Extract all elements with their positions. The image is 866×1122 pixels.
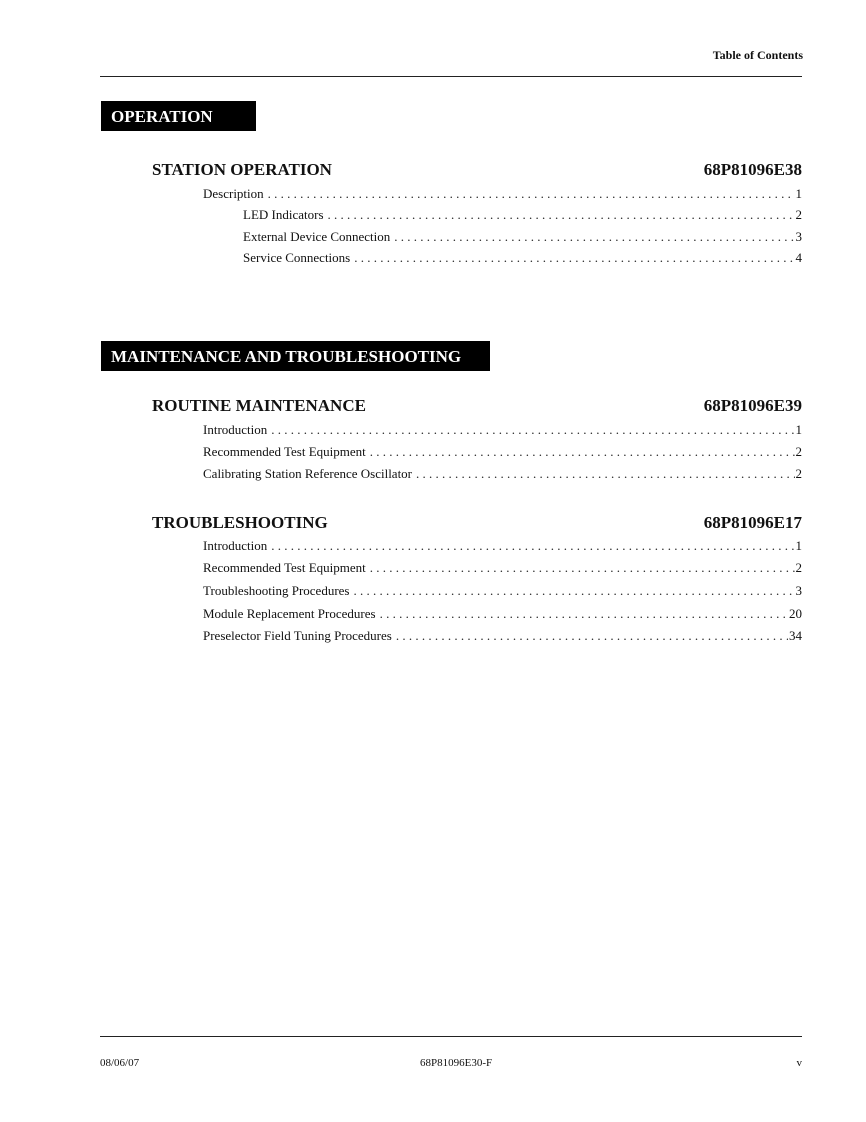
toc-entry-label: Description	[203, 186, 264, 201]
section-title: STATION OPERATION	[152, 160, 332, 179]
toc-entry-label: Service Connections	[243, 250, 351, 265]
toc-leader-dots	[394, 229, 794, 245]
section-title-station-operation	[152, 160, 802, 180]
toc-entry-page: 4	[795, 250, 802, 265]
footer-doc-number: 68P81096E30-F	[420, 1057, 493, 1069]
toc-entry-label: Recommended Test Equipment	[203, 560, 366, 575]
toc-entry-page: 3	[795, 229, 802, 244]
toc-leader-dots	[370, 444, 795, 460]
section-title: ROUTINE MAINTENANCE	[152, 396, 366, 415]
toc-entry-page: 20	[789, 606, 802, 621]
toc-entry-page: 1	[795, 538, 802, 553]
toc-entry-page: 2	[795, 560, 802, 575]
toc-entry-troubleshooting-procedures[interactable]	[203, 583, 802, 599]
toc-entry-calibrating-station-reference-oscillator[interactable]	[203, 466, 802, 482]
toc-entry-label: LED Indicators	[243, 207, 324, 222]
section-doc-number: 68P81096E17	[703, 513, 802, 532]
toc-leader-dots	[416, 466, 794, 482]
toc-entry-label: Module Replacement Procedures	[203, 606, 376, 621]
header-rule	[100, 76, 802, 77]
toc-leader-dots	[354, 583, 795, 599]
toc-entry-page: 2	[795, 207, 802, 222]
toc-entry-page: 3	[795, 583, 802, 598]
section-doc-number: 68P81096E38	[703, 160, 802, 179]
part-banner-maintenance-troubleshooting: MAINTENANCE AND TROUBLESHOOTING	[101, 341, 490, 371]
toc-entry-label: Introduction	[203, 538, 268, 553]
toc-entry-page: 34	[789, 628, 802, 643]
footer-page-number: v	[796, 1057, 802, 1069]
toc-leader-dots	[271, 422, 794, 438]
section-title-routine-maintenance	[152, 396, 802, 416]
toc-entry-label: Calibrating Station Reference Oscillator	[203, 466, 413, 481]
toc-entry-external-device-connection[interactable]	[243, 229, 802, 245]
toc-leader-dots	[370, 560, 795, 576]
page-header-title: Table of Contents	[712, 48, 803, 62]
part-banner-operation: OPERATION	[101, 101, 256, 131]
toc-entry-page: 2	[795, 466, 802, 481]
toc-entry-label: Preselector Field Tuning Procedures	[203, 628, 392, 643]
toc-leader-dots	[271, 538, 794, 554]
toc-entry-introduction[interactable]	[203, 422, 802, 438]
footer-rule	[100, 1036, 802, 1037]
toc-entry-label: External Device Connection	[243, 229, 391, 244]
toc-entry-description[interactable]	[203, 186, 802, 202]
toc-entry-recommended-test-equipment[interactable]	[203, 560, 802, 576]
section-doc-number: 68P81096E39	[703, 396, 802, 415]
toc-entry-page: 2	[795, 444, 802, 459]
toc-entry-page: 1	[795, 422, 802, 437]
footer-date: 08/06/07	[100, 1057, 140, 1069]
toc-entry-preselector-field-tuning-procedures[interactable]	[203, 628, 802, 644]
toc-entry-label: Recommended Test Equipment	[203, 444, 366, 459]
toc-leader-dots	[328, 207, 795, 223]
toc-entry-introduction[interactable]	[203, 538, 802, 554]
section-title-troubleshooting	[152, 513, 802, 533]
toc-leader-dots	[396, 628, 788, 644]
toc-leader-dots	[354, 250, 794, 266]
toc-entry-module-replacement-procedures[interactable]	[203, 606, 802, 622]
toc-entry-recommended-test-equipment[interactable]	[203, 444, 802, 460]
toc-leader-dots	[268, 186, 795, 202]
toc-leader-dots	[380, 606, 788, 622]
toc-entry-label: Troubleshooting Procedures	[203, 583, 350, 598]
toc-entry-label: Introduction	[203, 422, 268, 437]
toc-entry-led-indicators[interactable]	[243, 207, 802, 223]
section-title: TROUBLESHOOTING	[152, 513, 328, 532]
toc-entry-page: 1	[795, 186, 802, 201]
toc-entry-service-connections[interactable]	[243, 250, 802, 266]
